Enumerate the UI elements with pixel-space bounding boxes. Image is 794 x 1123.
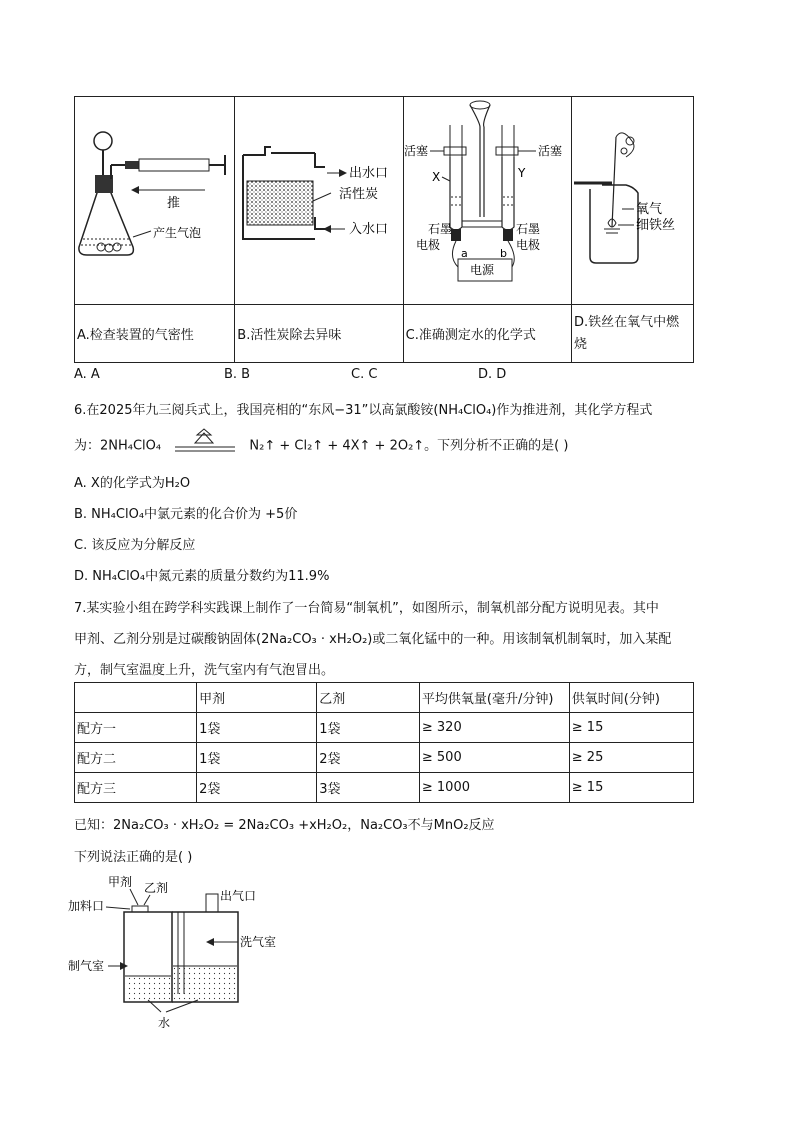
table-cell: ≥ 15	[569, 713, 693, 743]
table-header-cell: 供氧时间(分钟)	[569, 683, 693, 713]
q7-stem-line2: 甲剂、乙剂分别是过碳酸钠固体(2Na₂CO₃ · xH₂O₂)或二氧化锰中的一种。用该制氧机制氧时，加入某配	[74, 632, 672, 647]
wash-chamber-label: 洗气室	[240, 935, 277, 949]
table-row	[75, 713, 694, 743]
graphite-left-label-line2: 电极	[415, 238, 440, 252]
q7-stem-line3: 方，制气室温度上升，洗气室内有气泡冒出。	[74, 663, 335, 678]
q6-stem-line1: 6.在2025年九三阅兵式上，我国亮相的“东风−31”以高氯酸铵(NH₄ClO₄)作为推进剂，其化学方程式	[74, 403, 653, 418]
outlet-port-label: 出气口	[220, 889, 257, 903]
table-cell: 2袋	[197, 773, 317, 803]
graphite-right-label-line1: 石墨	[515, 222, 540, 236]
bubbles-label: 产生气泡	[153, 226, 202, 240]
q6-option-c[interactable]: C. 该反应为分解反应	[74, 538, 196, 553]
a-label: a	[460, 247, 468, 260]
caption-a: A.检查装置的气密性	[75, 305, 235, 363]
table-cell: ≥ 15	[569, 773, 693, 803]
table-cell: 配方一	[75, 713, 197, 743]
push-label: 推	[167, 196, 181, 211]
q7-formula-table	[74, 682, 694, 803]
table-header-row	[75, 683, 694, 713]
table-cell: 1袋	[197, 743, 317, 773]
q5-option-a[interactable]: A. A	[74, 367, 100, 382]
yi-label: 乙剂	[144, 881, 169, 895]
table-cell: ≥ 320	[419, 713, 569, 743]
fig-c-electrolysis	[404, 97, 570, 300]
table-header-cell: 乙剂	[317, 683, 420, 713]
valve-right-label: 活塞	[537, 144, 562, 158]
jia-label: 甲剂	[108, 875, 133, 889]
table-cell: 2袋	[317, 743, 420, 773]
fig-d-iron-wire-combustion	[572, 97, 692, 300]
fig-a-airtightness-apparatus	[75, 97, 233, 300]
graphite-left-label-line1: 石墨	[427, 222, 452, 236]
fig-c-cell	[403, 97, 571, 305]
q6-equation-left: 为：2NH₄ClO₄	[74, 438, 162, 454]
fig-d-cell	[572, 97, 694, 305]
graphite-right-label-line2: 电极	[515, 238, 540, 252]
q5-figure-table	[74, 96, 694, 363]
valve-left-label: 活塞	[403, 144, 428, 158]
caption-c: C.准确测定水的化学式	[403, 305, 571, 363]
q5-option-c[interactable]: C. C	[351, 367, 378, 382]
q6-option-a[interactable]: A. X的化学式为H₂O	[74, 476, 191, 491]
q5-option-b[interactable]: B. B	[224, 367, 251, 382]
table-cell: ≥ 1000	[419, 773, 569, 803]
q5-option-d[interactable]: D. D	[478, 367, 507, 382]
outlet-label: 出水口	[349, 166, 389, 181]
b-label: b	[499, 247, 507, 260]
oxygen-machine-figure	[68, 872, 308, 1030]
oxygen-label: 氧气	[636, 202, 663, 217]
table-header-cell: 平均供氧量(毫升/分钟)	[419, 683, 569, 713]
q7-stem-line1: 7.某实验小组在跨学科实践课上制作了一台简易“制氧机”，如图所示，制氧机部分配方说明见表。其中	[74, 601, 659, 616]
table-cell: 配方三	[75, 773, 197, 803]
q7-ask: 下列说法正确的是( )	[74, 850, 193, 865]
q6-option-d[interactable]: D. NH₄ClO₄中氮元素的质量分数约为11.9%	[74, 569, 330, 584]
caption-b: B.活性炭除去异味	[235, 305, 403, 363]
heating-condition-symbol	[175, 433, 235, 459]
inlet-label: 入水口	[349, 222, 389, 237]
fig-a-cell	[75, 97, 235, 305]
q6-equation-right: N₂↑ + Cl₂↑ + 4X↑ + 2O₂↑。下列分析不正确的是( )	[249, 438, 569, 454]
carbon-label: 活性炭	[339, 187, 379, 202]
x-label: X	[431, 170, 440, 184]
table-row	[75, 743, 694, 773]
table-cell: 1袋	[197, 713, 317, 743]
table-cell: ≥ 25	[569, 743, 693, 773]
y-label: Y	[517, 166, 525, 180]
fig-b-activated-carbon	[235, 97, 401, 300]
power-label: 电源	[469, 263, 494, 277]
wire-label: 细铁丝	[636, 218, 676, 233]
table-row	[75, 773, 694, 803]
caption-d: D.铁丝在氧气中燃烧	[572, 305, 694, 363]
table-cell: 3袋	[317, 773, 420, 803]
q6-option-b[interactable]: B. NH₄ClO₄中氯元素的化合价为 +5价	[74, 507, 298, 522]
q7-known: 已知：2Na₂CO₃ · xH₂O₂ = 2Na₂CO₃ +xH₂O₂，Na₂CO₃不与MnO₂反应	[74, 818, 495, 833]
table-cell: 配方二	[75, 743, 197, 773]
table-header-cell	[75, 683, 197, 713]
feed-port-label: 加料口	[68, 899, 105, 913]
table-cell: 1袋	[317, 713, 420, 743]
gen-chamber-label: 制气室	[68, 959, 105, 973]
water-label: 水	[158, 1016, 171, 1030]
table-header-cell: 甲剂	[197, 683, 317, 713]
q6-stem-line2	[74, 433, 568, 459]
fig-b-cell	[235, 97, 403, 305]
table-cell: ≥ 500	[419, 743, 569, 773]
